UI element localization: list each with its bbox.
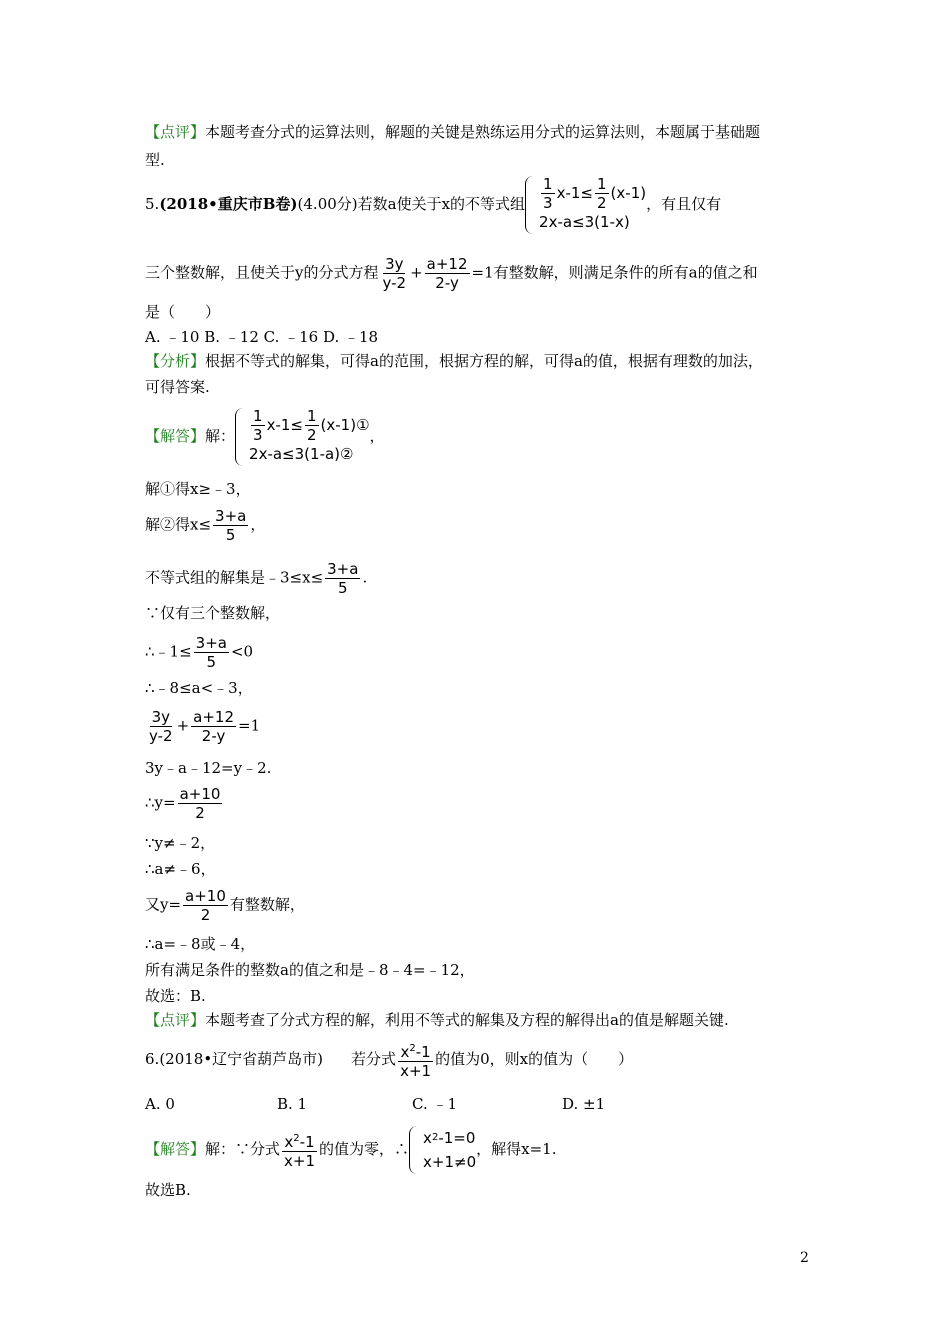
answer-6-line-1: 【解答】解：∵分式 $\frac{x^2-1}{x+1}$ 的值为零，∴ x 2 -1=0 x+1≠0 ，解得x=1. bbox=[145, 1126, 557, 1174]
review-tag: 【点评】 bbox=[145, 123, 206, 141]
question-text-post: 有整数解，则满足条件的所有a的值之和 bbox=[493, 263, 758, 282]
brace-icon bbox=[409, 1126, 420, 1174]
question-5-line-1 bbox=[145, 176, 721, 234]
fraction: $\frac{a+12}{2-y}$ bbox=[426, 255, 468, 292]
fraction: $\frac{3y}{y-2}$ bbox=[382, 255, 407, 292]
review-paragraph-1-cont bbox=[145, 150, 165, 170]
brace-icon bbox=[235, 408, 246, 466]
analysis-paragraph bbox=[145, 351, 763, 371]
question-text: 若数a使关于x的不等式组 bbox=[357, 195, 526, 213]
question-5-line-2: 三个整数解，且使关于y的分式方程 $\frac{3y}{y-2}$ + $\frac{a+12}{2-y}$ =1有整数解，则满足条件的所有a的值之和 bbox=[145, 255, 758, 292]
brace-icon bbox=[525, 176, 536, 234]
question-text-post: ，有且仅有 bbox=[646, 195, 722, 213]
answer-5-line-6: ∴﹣1≤ $\frac{3+a}{5}$ <0 bbox=[145, 634, 254, 671]
answer-tag: 【解答】 bbox=[145, 427, 206, 445]
answer-5-line-16: 故选：B. bbox=[145, 987, 206, 1005]
inequality-system: $\frac{1}{3}$ x-1≤ $\frac{1}{2}$ (x-1)① 2x-a≤3(1-a)② bbox=[235, 408, 369, 466]
review-paragraph-2: 【点评】本题考查了分式方程的解，利用不等式的解集及方程的解得出a的值是解题关键. bbox=[145, 1011, 729, 1029]
analysis-tag: 【分析】 bbox=[145, 352, 206, 370]
review-tag: 【点评】 bbox=[145, 1011, 206, 1029]
analysis-text: 根据不等式的解集，可得a的范围，根据方程的解，可得a的值，根据有理数的加法， bbox=[205, 352, 763, 370]
answer-5-line-10: ∴y= $\frac{a+10}{2}$ bbox=[145, 785, 221, 822]
answer-5-line-7: ∴﹣8≤a<﹣3， bbox=[145, 679, 253, 697]
question-text: 三个整数解，且使关于y的分式方程 bbox=[145, 263, 379, 282]
question-6-line-1: 6.(2018•辽宁省葫芦岛市) 若分式 $\frac{x^2-1}{x+1}$ 的值为0，则x的值为（ ） bbox=[145, 1043, 634, 1080]
question-source: (2018•重庆市B卷) bbox=[159, 195, 298, 213]
answer-5-line-14: ∴a=﹣8或﹣4， bbox=[145, 935, 256, 953]
answer-tag: 【解答】 bbox=[145, 1140, 206, 1158]
answer-6-line-2: 故选B. bbox=[145, 1181, 191, 1199]
question-5-options: A. ﹣10 B. ﹣12 C. ﹣16 D. ﹣18 bbox=[145, 328, 379, 346]
question-score: (4.00分) bbox=[297, 195, 358, 213]
answer-5-line-2: 解①得x≥﹣3， bbox=[145, 480, 251, 498]
question-5-line-3: 是（ ） bbox=[145, 303, 221, 321]
review-text: 本题考查分式的运算法则，解题的关键是熟练运用分式的运算法则，本题属于基础题 bbox=[205, 123, 761, 141]
answer-5-line-4: 不等式组的解集是﹣3≤x≤ $\frac{3+a}{5}$ . bbox=[145, 560, 368, 597]
answer-5-line-9: 3y﹣a﹣12=y﹣2. bbox=[145, 759, 272, 777]
answer-5-line-11: ∵y≠﹣2， bbox=[145, 834, 216, 852]
analysis-paragraph-cont: 可得答案. bbox=[145, 378, 210, 396]
answer-5-line-5: ∵仅有三个整数解， bbox=[145, 604, 281, 622]
review-paragraph-1 bbox=[145, 122, 760, 142]
answer-5-line-12: ∴a≠﹣6， bbox=[145, 860, 216, 878]
answer-5-line-3: 解②得x≤ $\frac{3+a}{5}$ ， bbox=[145, 507, 266, 544]
answer-5-line-15: 所有满足条件的整数a的值之和是﹣8﹣4=﹣12， bbox=[145, 961, 475, 979]
answer-5-line-8: $\frac{3y}{y-2}$ + $\frac{a+12}{2-y}$ =1 bbox=[149, 708, 261, 745]
question-number: 5. bbox=[145, 195, 160, 213]
answer-5-line-13: 又y= $\frac{a+10}{2}$ 有整数解， bbox=[145, 887, 305, 924]
review-text-cont: 型. bbox=[145, 151, 165, 169]
page-number: 2 bbox=[800, 1250, 809, 1266]
question-6-options: A. 0 B. 1 C. ﹣1 D. ±1 bbox=[145, 1095, 606, 1113]
answer-5-line-1: 【解答】解： $\frac{1}{3}$ x-1≤ $\frac{1}{2}$ (x-1)① 2x-a≤3(1-a)② ， bbox=[145, 408, 385, 466]
inequality-system: $\frac{1}{3}$ x-1≤ $\frac{1}{2}$ (x-1) 2x-a≤3(1-x) bbox=[525, 176, 646, 234]
equation-system: x 2 -1=0 x+1≠0 bbox=[409, 1126, 476, 1174]
